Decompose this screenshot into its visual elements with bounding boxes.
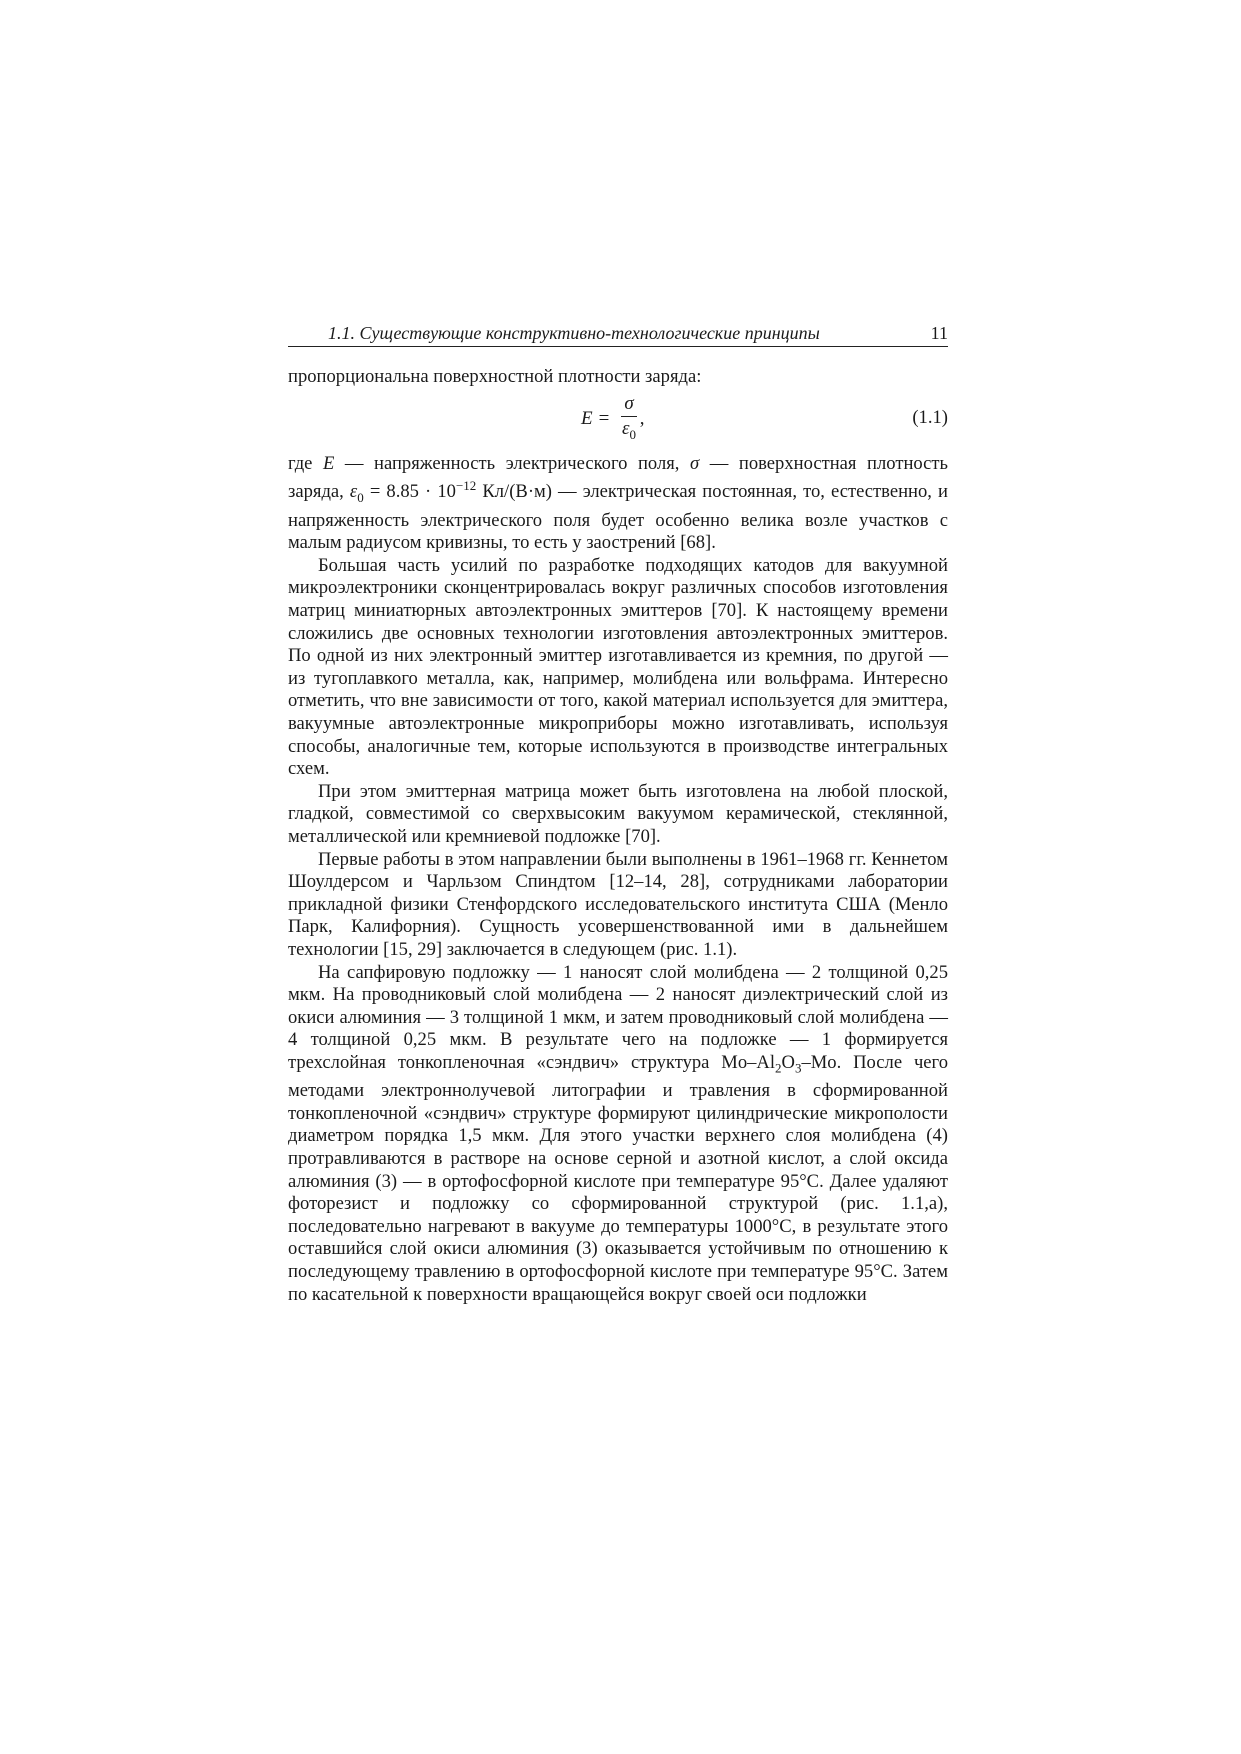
intro-line: пропорциональна поверхностной плотности заряда:	[288, 366, 702, 387]
p1-var-epsilon: ε	[349, 481, 358, 503]
eq-numerator: σ	[621, 392, 636, 417]
p1-var-sigma: σ	[690, 452, 700, 474]
equation-1-1	[288, 391, 948, 449]
paragraph-2: Большая часть усилий по разработке подходящих катодов для вакуумной микроэлектроники сконцентрировалась вокруг различных способов изготовления матриц миниатюрных автоэлектронных эмиттеров [70]. К настоящему времени сложились две основных технологии изготовления автоэлектронных эмиттеров. По одной из них электронный эмиттер изготавливается из кремния, по другой — из тугоплавкого металла, как, например, молибдена или вольфрама. Интересно отметить, что вне зависимости от того, какой материал используется для эмиттера, вакуумные автоэлектронные микроприборы можно изготавливать, используя способы, аналогичные тем, которые используются в производстве интегральных схем.	[288, 554, 948, 780]
eq-lhs: E	[581, 408, 593, 430]
paragraph-4: Первые работы в этом направлении были выполнены в 1961–1968 гг. Кеннетом Шоулдерсом и Чарльзом Спиндтом [12–14, 28], сотрудниками лаборатории прикладной физики Стенфордского исследовательского института США (Менло Парк, Калифорния). Сущность усовершенствованной ими в дальнейшем технологии [15, 29] заключается в следующем (рис. 1.1).	[288, 848, 948, 960]
p1-j: Кл/(В·м) — электрическая постоянная, то, естественно, и напряженность электрического поля будет особенно велика возле участков с малым радиусом кривизны, то есть у заострений [68].	[288, 481, 949, 554]
p1-e: — поверхностная плотность заряда,	[288, 452, 949, 503]
page-number: 11	[930, 323, 948, 343]
eq-den-subscript: 0	[629, 427, 637, 442]
paragraph-5	[288, 962, 948, 1307]
eq-fraction	[621, 392, 636, 447]
p5-sub-2: 2	[775, 1060, 782, 1076]
equation-number: (1.1)	[912, 406, 948, 428]
p5-a: На сапфировую подложку — 1 наносят слой молибдена — 2 толщиной 0,25 мкм. На проводниковый слой молибдена — 2 наносят диэлектрический слой из окиси алюминия — 3 толщиной 1 мкм, и затем проводниковый слой молибдена — 4 толщиной 0,25 мкм. В результате чего на подложке — 1 формируется трехслойная тонкопленочная «сэндвич» структура Mo–Al	[288, 961, 948, 1073]
p5-b: O	[781, 1051, 795, 1073]
paragraph-3: При этом эмиттерная матрица может быть изготовлена на любой плоской, гладкой, совместимой со сверхвысоким вакуумом керамической, стеклянной, металлической или кремниевой подложке [70].	[288, 780, 948, 847]
eq-denominator	[622, 417, 636, 447]
eq-equals: =	[598, 408, 610, 430]
running-header	[288, 320, 948, 347]
running-title: 1.1. Существующие конструктивно-технологические принципы	[328, 323, 820, 343]
equation-body	[581, 393, 644, 447]
body-text	[288, 366, 948, 1306]
p1-c: — напряженность электрического поля,	[334, 452, 691, 474]
p1-epsilon-sub: 0	[357, 490, 364, 506]
p5-c: –Mo. После чего методами электроннолучевой литографии и травления в сформированной тонкопленочной «сэндвич» структуре формируют цилиндрические микрополости диаметром порядка 1,5 мкм. Для этого участки верхнего слоя молибдена (4) протравливаются в растворе на основе серной и азотной кислот, а слой оксида алюминия (3) — в ортофосфорной кислоте при температуре 95°C. Далее удаляют фоторезист и подложку со сформированной структурой (рис. 1.1,а), последовательно нагревают в вакууме до температуры 1000°C, в результате этого оставшийся слой окиси алюминия (3) оказывается устойчивым по отношению к последующему травлению в ортофосфорной кислоте при температуре 95°C. Затем по касательной к поверхности вращающейся вокруг своей оси подложки	[288, 1051, 949, 1305]
p5-sub-3: 3	[794, 1060, 802, 1076]
p1-h: = 8.85 · 10	[363, 481, 456, 503]
p1-a: где	[288, 452, 323, 474]
p1-var-e: E	[322, 452, 335, 474]
eq-comma: ,	[639, 408, 645, 430]
paragraph-1	[288, 453, 948, 555]
p1-exponent: −12	[455, 478, 477, 494]
eq-den-symbol: ε	[622, 418, 630, 440]
